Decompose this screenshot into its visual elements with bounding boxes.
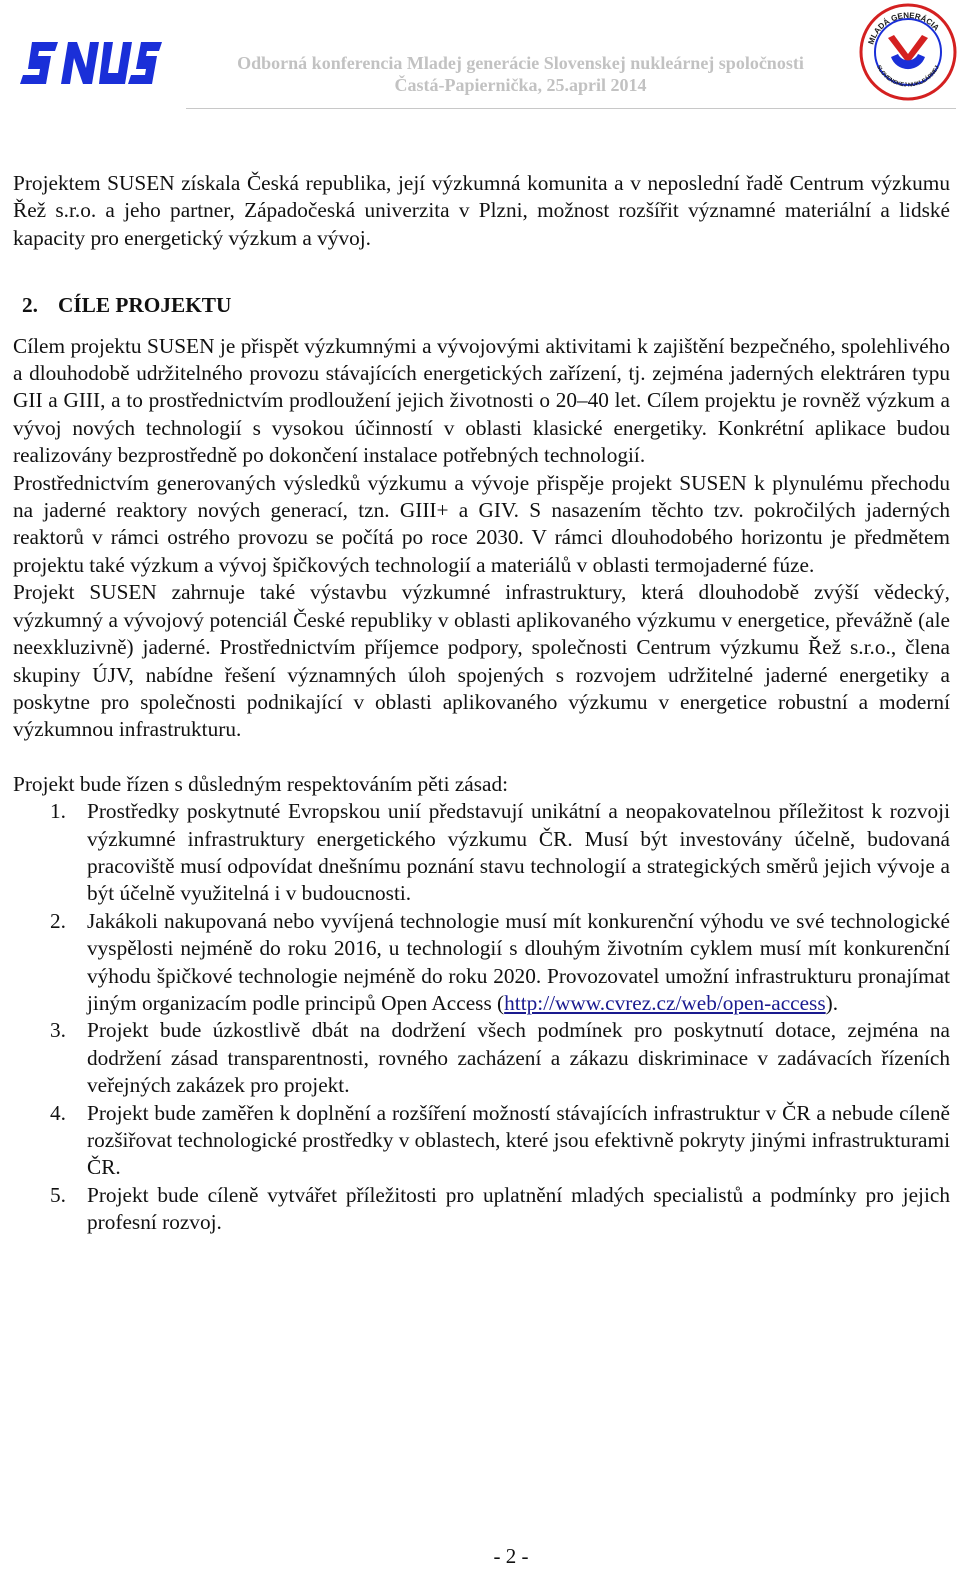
paragraph-infrastructure: Projekt SUSEN zahrnuje také výstavbu výzkumné infrastruktury, která dlouhodobě zvýší vědecký, výzkumný a vývojový potenciál České republiky v oblasti aplikovaného výzkumu v energetice, převážně (ale neexkluzivně) jaderné. Prostřednictvím příjemce podpory, společnosti Centrum výzkumu Řež s.r.o., člena skupiny ÚJV, nabídne řešení významných úloh spojených s rozvojem udržitelné jaderné energetiky a poskytne pro společnosti podnikající v oblasti aplikovaného výzkumu v energetice robustní a moderní výzkumnou infrastrukturu. — [13, 580, 950, 742]
list-item: 5. Projekt bude cíleně vytvářet příležitosti pro uplatnění mladých specialistů a podmínky pro jejich profesní rozvoj. — [50, 1182, 950, 1235]
conference-line-1: Odborná konferencia Mladej generácie Slovenskej nukleárnej spoločnosti — [237, 53, 804, 73]
conference-title — [188, 52, 853, 96]
list-item: 3. Projekt bude úzkostlivě dbát na dodržení všech podmínek pro poskytnutí dotace, zejména na dodržení zásad transparentnosti, rovného zacházení a zákazu diskriminace v zadávacích řízeních veřejných zakázek pro projekt. — [50, 1018, 950, 1098]
cvrez-link[interactable]: Centrum výzkumu Řež s.r.o. — [13, 171, 950, 223]
section-heading — [13, 292, 950, 319]
header-divider — [186, 108, 956, 109]
paragraph-results: Prostřednictvím generovaných výsledků výzkumu a vývoje přispěje projekt SUSEN k plynulému přechodu na jaderné reaktory nových generací, tzn. GIII+ a GIV. S nasazením těchto tzv. pokročilých jaderných reaktorů v rámci ostrého provozu se počítá po roce 2030. V rámci dlouhodobého horizontu je předmětem projektu také výzkum a vývoj špičkových technologií a materiálů v oblasti termojaderné fúze. — [13, 470, 950, 577]
page-number: - 2 - — [493, 1544, 529, 1568]
mlada-generacia-badge — [858, 2, 958, 102]
open-access-link[interactable]: http://www.cvrez.cz/web/open-access — [504, 990, 826, 1015]
badge-text-right: SLOVENSKEJ NUKLEÁRNEJ — [875, 64, 941, 89]
conference-line-2: Častá-Papiernička, 25.april 2014 — [394, 75, 647, 95]
list-item: 2. Jakákoli nakupovaná nebo vyvíjená technologie musí mít konkurenční výhodu ve své technologické vyspělosti nejméně do roku 2016, u technologií s dlouhým životním cyklem musí mít konkurenční výhodu špičkové technologie nejméně do roku 2020. Provozovatel umožní infrastrukturu pronajímat jiným organizacím podle principů Open Access (http://www.cvrez.cz/web/open-access). — [50, 908, 950, 1015]
section-title: CÍLE PROJEKTU — [58, 293, 232, 318]
paragraph-goals: Cílem projektu SUSEN je přispět výzkumnými a vývojovými aktivitami k zajištění bezpečného, spolehlivého a dlouhodobě udržitelného provozu stávajících energetických zařízení, tj. zejména jaderných elektráren typu GII a GIII, a to prostřednictvím prodloužení jejich životnosti o 20–40 let. Cílem projektu je rovněž výzkum a vývoj nových technologií s vysokou účinností v oblasti klasické energetiky. Konkrétní aplikace budou realizovány bezprostředně po dokončení instalace potřebných technologií. — [13, 333, 950, 468]
snus-logo — [20, 38, 162, 88]
badge-text-top: MLADÁ GENERÁCIA — [866, 10, 941, 46]
list-item: 1. Prostředky poskytnuté Evropskou unií představují unikátní a neopakovatelnou příležitost k rozvoji výzkumné infrastruktury energetického výzkumu ČR. Musí být investovány účelně, budovaná pracoviště musí odpovídat dnešnímu poznání stavu technologií a strategických směrů jejich vývoje a být účelně využitelná i v budoucnosti. — [50, 799, 950, 906]
principles-intro: Projekt bude řízen s důsledným respektováním pěti zásad: — [13, 771, 509, 796]
principles-list — [13, 798, 950, 1237]
page-header — [0, 0, 960, 110]
list-item: 4. Projekt bude zaměřen k doplnění a rozšíření možností stávajících infrastruktur v ČR a nebude cíleně rozšiřovat technologické prostředky v oblastech, které jsou efektivně pokryty jinými infrastrukturami ČR. — [50, 1100, 950, 1180]
intro-paragraph: Projektem SUSEN získala Česká republika, její výzkumná komunita a v neposlední řadě Centrum výzkumu Řež s.r.o. a jeho partner, Západočeská univerzita v Plzni, možnost rozšířit významné materiální a lidské kapacity pro energetický výzkum a vývoj. — [13, 171, 950, 250]
document-body — [13, 170, 950, 1237]
section-number: 2. — [22, 293, 38, 318]
